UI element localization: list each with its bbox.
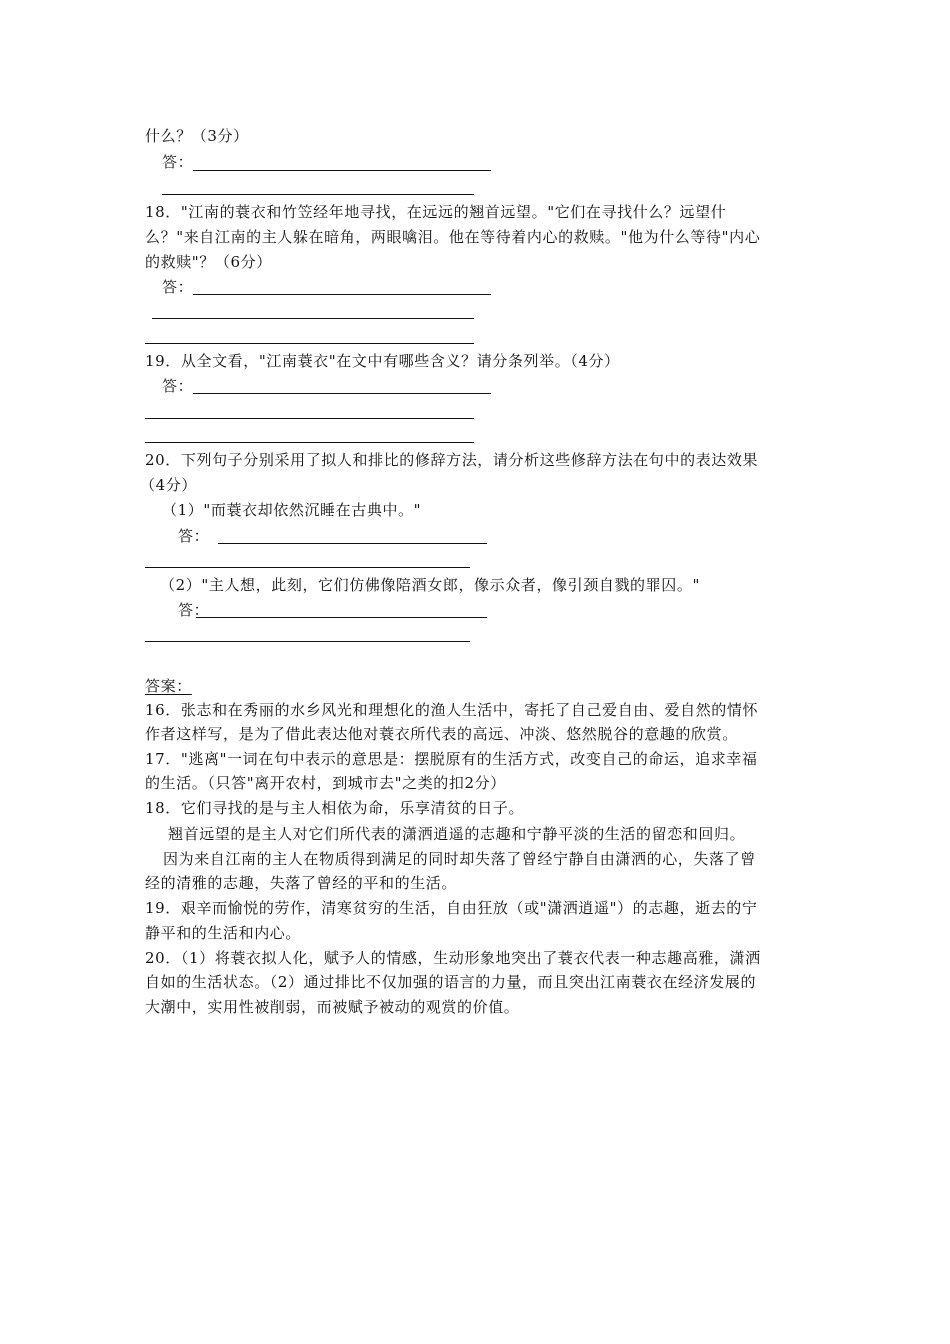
answer-20-line-2: 自如的生活状态。（2）通过排比不仅加强的语言的力量，而且突出江南蓑衣在经济发展的 [145,973,757,991]
q19-text-line-1: 19．从全文看，"江南蓑衣"在文中有哪些含义？请分条列举。（4分） [145,352,620,370]
q18-answer-label: 答： [162,278,194,296]
q20-sub-question-1: （1）"而蓑衣却依然沉睡在古典中。" [162,501,422,519]
answer-16-line-2: 作者这样写，是为了借此表达他对蓑衣所代表的高远、冲淡、悠然脱谷的意趣的欣赏。 [145,725,738,743]
answer-20-line-1: 20．（1）将蓑衣拟人化，赋予人的情感，生动形象地突出了蓑衣代表一种志趣高雅，潇洒 [145,949,761,967]
answer-18-line-1: 18．它们寻找的是与主人相依为命，乐享清贫的日子。 [145,799,525,817]
answer-20-line-3: 大潮中，实用性被削弱，而被赋予被动的观赏的价值。 [145,998,520,1016]
q20-sub2-answer-line-1 [196,617,487,618]
q20-sub1-answer-label: 答： [178,527,210,545]
q18-text-line-2: 么？"来自江南的主人躲在暗角，两眼噙泪。他在等待着内心的救赎。"他为什么等待"内心 [145,228,761,246]
q20-text-line-2: （4分） [140,476,197,494]
q18-answer-line-2 [152,318,474,319]
q20-sub2-answer-label: 答： [178,601,210,619]
q20-sub-question-2: （2）"主人想，此刻，它们仿佛像陪酒女郎，像示众者，像引颈自戮的罪囚。" [160,576,700,594]
answer-19-line-1: 19．艰辛而愉悦的劳作，清寒贫穷的生活，自由狂放（或"潇洒逍遥"）的志趣，逝去的宁 [145,899,758,917]
q18-text-line-3: 的救赎"？（6分） [145,253,272,271]
q19-answer-line-3 [145,442,474,443]
q17-text: 什么？（3分） [145,127,249,145]
q19-answer-label: 答： [162,377,194,395]
answer-17-line-1: 17．"逃离"一词在句中表示的意思是：摆脱原有的生活方式，改变自己的命运，追求幸福 [145,750,758,768]
q20-sub1-answer-line-1 [218,543,487,544]
answer-17-line-2: 的生活。（只答"离开农村，到城市去"之类的扣2分） [145,774,506,792]
answers-heading: 答案： [145,677,192,695]
q19-answer-line-2 [145,418,474,419]
q17-answer-label: 答： [162,153,194,171]
q20-sub1-answer-line-2 [145,567,470,568]
answer-18-line-2: 翘首远望的是主人对它们所代表的潇洒逍遥的志趣和宁静平淡的生活的留恋和回归。 [168,825,746,843]
q20-sub2-answer-line-2 [145,641,470,642]
answer-19-line-2: 静平和的生活和内心。 [145,924,302,942]
answer-18-line-4: 经的清雅的志趣，失落了曾经的平和的生活。 [145,874,458,892]
q18-answer-line-3 [145,343,474,344]
q18-answer-line-1 [193,294,491,295]
q18-text-line-1: 18．"江南的蓑衣和竹笠经年地寻找，在远远的翘首远望。"它们在寻找什么？远望什 [145,203,727,221]
q20-text-line-1: 20．下列句子分别采用了拟人和排比的修辞方法，请分析这些修辞方法在句中的表达效果 [145,451,759,469]
q17-answer-line-2 [162,194,474,195]
q19-answer-line-1 [193,393,491,394]
answer-18-line-3: 因为来自江南的主人在物质得到满足的同时却失落了曾经宁静自由潇洒的心，失落了曾 [163,850,756,868]
q17-answer-line-1 [193,170,491,171]
answer-16-line-1: 16．张志和在秀丽的水乡风光和理想化的渔人生活中，寄托了自己爱自由、爱自然的情怀 [145,701,759,719]
